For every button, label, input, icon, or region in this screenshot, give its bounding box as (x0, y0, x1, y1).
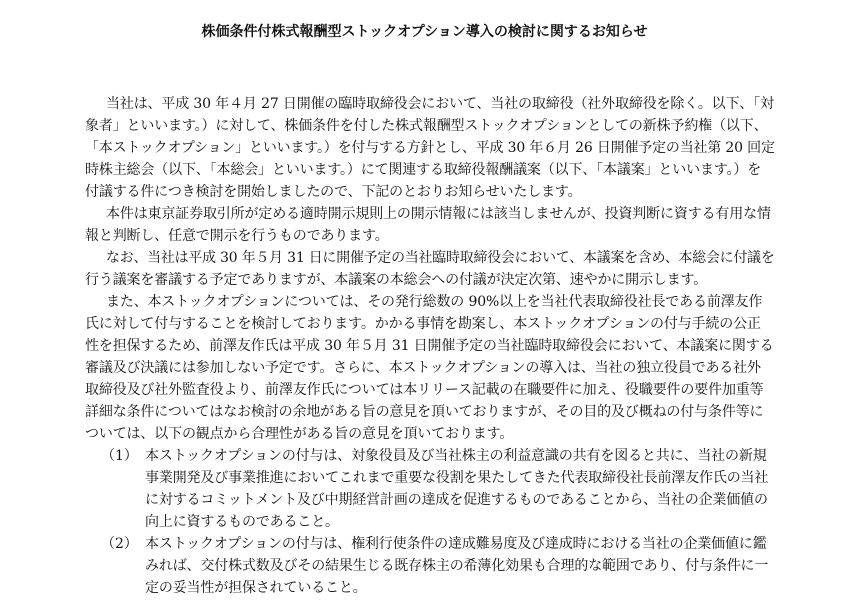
paragraph-1-line-4: 時株主総会（以下、「本総会」といいます。）にて関連する取締役報酬議案（以下、「本議案」といいます。）を (85, 162, 762, 178)
paragraph-2-line-1: 本件は東京証券取引所が定める適時開示規則上の開示情報には該当しませんが、投資判断に資する有用な情 (106, 206, 771, 222)
list-item-1-line-1: 本ストックオプションの付与は、対象役員及び当社株主の利益意識の共有を図ると共に、当社の新規 (145, 448, 767, 464)
list-item-2-line-2: みれば、交付株式数及びその結果生じる既存株主の希薄化効果も合理的な範囲であり、付与条件に一 (145, 558, 769, 574)
paragraph-3-line-2: 行う議案を審議する予定でありますが、本議案の本総会への付議が決定次第、速やかに開示します。 (85, 272, 708, 288)
paragraph-2-line-2: 報と判断し、任意で開示を行うものであります。 (85, 228, 389, 244)
document-title: 株価条件付株式報酬型ストックオプション導入の検討に関するお知らせ (201, 24, 648, 40)
paragraph-4-line-4: 審議及び決議には参加しない予定です。さらに、本ストックオプションの導入は、当社の独立役員である社外 (85, 360, 761, 376)
paragraph-4-line-3: 性を担保するため、前澤友作氏は平成 30 年５月 31 日開催予定の当社臨時取締役会において、本議案に関する (85, 338, 774, 354)
paragraph-1-line-2: 象者」といいます。）に対して、株価条件を付した株式報酬型ストックオプションとしての新株予約権（以下、 (85, 118, 768, 134)
list-item-1-line-3: に対するコミットメント及び中期経営計画の達成を促進するものであることから、当社の企業価値の (145, 492, 768, 508)
list-item-2-line-3: 定の妥当性が担保されていること。 (145, 580, 367, 596)
list-item-1-line-2: 事業開発及び事業推進においてこれまで重要な役割を果たしてきた代表取締役社長前澤友作氏の当社 (145, 470, 769, 486)
paragraph-4-line-7: ついては、以下の観点から合理性がある旨の意見を頂いております。 (85, 426, 514, 442)
paragraph-1-line-1: 当社は、平成 30 年４月 27 日開催の臨時取締役会において、当社の取締役（社外取締役を除く。以下、「対 (106, 96, 774, 112)
paragraph-4-line-5: 取締役及び社外監査役より、前澤友作氏については本リリース記載の在職要件に加え、役職要件の要件加重等 (85, 382, 764, 398)
list-item-number-1: （1） (101, 448, 138, 464)
paragraph-3-line-1: なお、当社は平成 30 年５月 31 日に開催予定の当社臨時取締役会において、本議案を含め、本総会に付議を (106, 250, 775, 266)
paragraph-1-line-5: 付議する件につき検討を開始しましたので、下記のとおりお知らせいたします。 (85, 184, 582, 200)
paragraph-4-line-2: 氏に対して付与することを検討しております。かかる事情を勘案し、本ストックオプションの付与手続の公正 (85, 316, 761, 332)
list-item-2-line-1: 本ストックオプションの付与は、権利行使条件の達成難易度及び達成時における当社の企業価値に鑑 (145, 536, 767, 552)
paragraph-1-line-3: 「本ストックオプション」といいます。）を付与する方針とし、平成 30 年６月 26 日開催予定の当社第 20 回定 (85, 140, 775, 156)
list-item-1-line-4: 向上に資するものであること。 (145, 514, 339, 530)
list-item-number-2: （2） (101, 536, 138, 552)
paragraph-4-line-6: 詳細な条件についてはなお検討の余地がある旨の意見を頂いておりますが、その目的及び概ねの付与条件等に (85, 404, 764, 420)
paragraph-4-line-1: また、本ストックオプションについては、その発行総数の 90%以上を当社代表取締役社長である前澤友作 (106, 294, 763, 310)
